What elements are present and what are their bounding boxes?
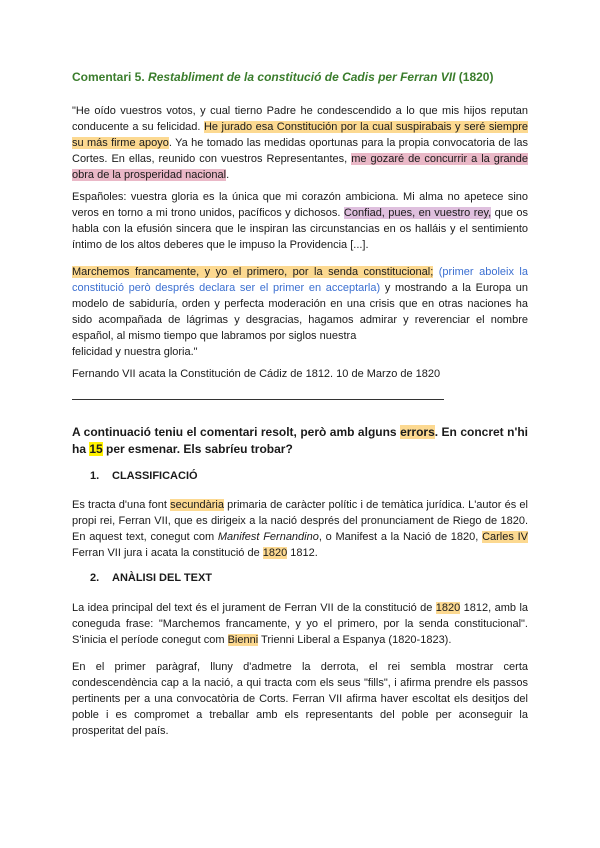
text-run: "He oído vuestros votos, y cual tierno Padre he condescendido a lo que mis hijos reputan conducente a su felicidad.	[72, 105, 528, 133]
text-run: Es tracta d'una font	[72, 499, 171, 511]
text-run: y mostrando a la Europa un modelo de sabiduría, orden y perfecta moderación en una crisis que en otras naciones ha sido acompañada de lágrimas y desgracias, hagamos admirar y reverenciar el nombre español, al mismo tiempo que labramos por siglos nuestra	[72, 282, 528, 342]
section1-paragraph	[72, 497, 528, 561]
section2-paragraph-1	[72, 600, 528, 648]
text-run: que os habla con la efusión sincera que le inspiran las circunstancias en os halláis y el sentimiento íntimo de los altos deberes que le impuso la Providencia [...].	[72, 207, 528, 251]
highlighted-text: 1820	[435, 602, 461, 614]
text-run: , o Manifest a la Nació de 1820,	[318, 531, 483, 543]
text-run: . Ya he tomado las medidas oportunas para la propia convocatoria de las Cortes. En ellas, reunido con vuestros Representantes,	[72, 137, 528, 165]
highlighted-text: secundària	[170, 499, 224, 511]
highlighted-text: (primer aboleix la constitució però després declara ser el primer en acceptarla)	[72, 266, 528, 294]
section2-paragraph-2: En el primer paràgraf, lluny d'admetre la derrota, el rei sembla mostrar certa condescendència cap a la nació, a qui tracta com els seus "fills", i afirma prendre els passos pertinents per a una convocatòria de Corts. Ferran VII afirma haver escoltat els desitjos del poble i es compromet a treballar amb els representants del poble per aconseguir la prosperitat del país.	[72, 661, 528, 737]
text-run: per esmenar. Els sabríeu trobar?	[102, 442, 293, 456]
text-run: Ferran VII jura i acata la constitució de	[72, 547, 263, 559]
highlighted-text: Bienni	[227, 634, 259, 646]
highlighted-text: 15	[89, 442, 103, 456]
text-run: Españoles: vuestra gloria es la única que mi corazón ambiciona. Mi alma no apetece sino veros en torno a mi trono unidos, pacíficos y dichosos.	[72, 191, 528, 219]
quote-paragraph-3-body	[72, 266, 528, 342]
title-suffix: (1820)	[455, 70, 494, 84]
text-run: primaria de caràcter polític i de temàtica jurídica. L'autor és el propi rei, Ferran VII, que es dirigeix a la nació després del pronunciament de Riego de 1820. En aquest text, conegut com	[72, 499, 528, 543]
page-title	[72, 70, 542, 84]
quote-paragraph-3	[72, 264, 528, 360]
highlighted-text: Manifest Fernandino	[217, 531, 319, 543]
highlighted-text: Confiad, pues, en vuestro rey,	[343, 207, 492, 219]
quote-source: Fernando VII acata la Constitución de Cádiz de 1812. 10 de Marzo de 1820	[72, 368, 441, 380]
section-number: 2.	[90, 572, 100, 584]
highlighted-text: errors	[400, 425, 435, 439]
section-heading-analisi	[90, 572, 212, 584]
highlighted-text: 1820	[262, 547, 288, 559]
section-label: CLASSIFICACIÓ	[112, 470, 198, 482]
quote-paragraph-1	[72, 103, 528, 183]
highlighted-text: He jurado esa Constitución por la cual suspirabais y seré siempre su más firme apoyo	[72, 121, 528, 149]
highlighted-text: Marchemos francamente, y yo el primero, por la senda constitucional;	[72, 266, 434, 278]
text-run: . En concret n'hi ha	[72, 425, 528, 456]
text-run: .	[226, 169, 230, 181]
quote-paragraph-2	[72, 189, 528, 253]
section-number: 1.	[90, 470, 100, 482]
title-prefix: Comentari 5.	[72, 70, 149, 84]
intro-question	[72, 424, 528, 458]
text-run: La idea principal del text és el jurament de Ferran VII de la constitució de	[72, 602, 436, 614]
highlighted-text: Carles IV	[482, 531, 528, 543]
text-run: 1812.	[287, 547, 318, 559]
quote-paragraph-3-end: felicidad y nuestra gloria."	[72, 346, 198, 358]
highlighted-text: me gozaré de concurrir a la grande obra de la prosperidad nacional	[72, 153, 528, 181]
title-italic: Restabliment de la constitució de Cadis per Ferran VII	[148, 70, 456, 84]
text-run: A continuació teniu el comentari resolt, però amb alguns	[72, 425, 401, 439]
section-label: ANÀLISI DEL TEXT	[112, 572, 213, 584]
text-run: Trienni Liberal a Espanya (1820-1823).	[258, 634, 452, 646]
section-heading-classificacio	[90, 470, 198, 482]
separator-line	[72, 399, 444, 400]
text-run: 1812, amb la coneguda frase: "Marchemos francamente, y yo el primero, por la senda constitucional". S'inicia el període conegut com	[72, 602, 529, 646]
